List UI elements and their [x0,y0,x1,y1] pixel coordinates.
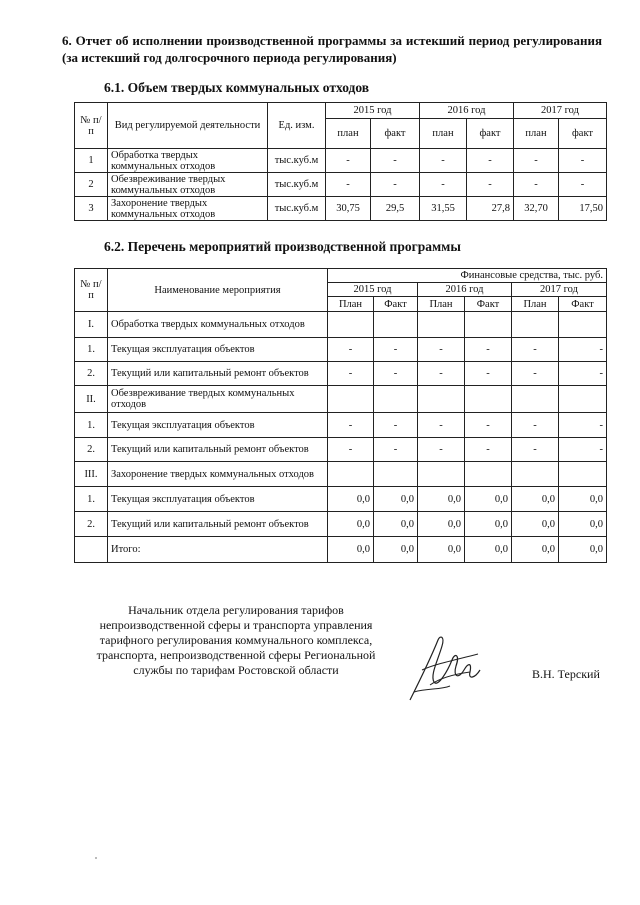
year-header: 2017 год [512,283,607,297]
row-unit: тыс.куб.м [268,149,326,173]
total-row [75,537,607,563]
row-num: III. [75,462,108,487]
cell-value [418,462,465,487]
year-header: 2017 год [514,103,607,119]
cell-value: - [512,362,559,386]
cell-value: 17,50 [559,197,607,221]
scan-speck [95,857,97,859]
cell-value: - [465,438,512,462]
row-activity: Обезвреживание твердых коммунальных отходов [108,173,268,197]
cell-value: 0,0 [328,537,374,563]
cell-value [559,386,607,413]
cell-value: - [465,362,512,386]
cell-value [418,312,465,338]
row-name: Текущая эксплуатация объектов [108,487,328,512]
col-num-header: № п/п [75,269,108,312]
cell-value: - [328,362,374,386]
row-name: Обезвреживание твердых коммунальных отходов [108,386,328,413]
cell-value: - [328,338,374,362]
cell-value: - [418,438,465,462]
row-num: 1. [75,338,108,362]
plan-header: план [514,119,559,149]
cell-value: - [418,413,465,438]
row-unit: тыс.куб.м [268,173,326,197]
cell-value: 0,0 [418,487,465,512]
cell-value [328,462,374,487]
cell-value: - [559,413,607,438]
year-header: 2016 год [418,283,512,297]
cell-value: 0,0 [328,512,374,537]
cell-value: - [559,149,607,173]
cell-value: - [418,362,465,386]
cell-value: 27,8 [467,197,514,221]
row-name: Текущая эксплуатация объектов [108,338,328,362]
row-num [75,537,108,563]
col-activity-header: Вид регулируемой деятельности [108,103,268,149]
row-name: Итого: [108,537,328,563]
year-header: 2015 год [328,283,418,297]
plan-header: план [420,119,467,149]
cell-value: - [512,413,559,438]
plan-header: План [512,297,559,312]
cell-value [559,462,607,487]
cell-value: 0,0 [512,512,559,537]
cell-value [418,386,465,413]
fact-header: факт [467,119,514,149]
col-num-header: № п/п [75,103,108,149]
row-activity: Захоронение твердых коммунальных отходов [108,197,268,221]
cell-value: 0,0 [328,487,374,512]
row-num: I. [75,312,108,338]
cell-value: 29,5 [371,197,420,221]
cell-value: 0,0 [512,537,559,563]
cell-value: 0,0 [559,537,607,563]
cell-value: 0,0 [374,512,418,537]
plan-header: План [418,297,465,312]
row-name: Текущая эксплуатация объектов [108,413,328,438]
section-2-title: 6.2. Перечень мероприятий производственной программы [104,239,461,254]
position-line: Начальник отдела регулирования тарифов [128,603,344,617]
position-line: службы по тарифам Ростовской области [133,663,339,677]
row-num: 1. [75,413,108,438]
cell-value [374,386,418,413]
position-line: транспорта, непроизводственной сферы Региональной [96,648,376,662]
fact-header: Факт [465,297,512,312]
section-1-title: 6.1. Объем твердых коммунальных отходов [104,80,370,95]
cell-value: - [514,173,559,197]
cell-value: 0,0 [418,537,465,563]
cell-value [328,386,374,413]
cell-value: - [420,173,467,197]
cell-value: - [326,149,371,173]
cell-value: - [371,173,420,197]
program-measures-table [74,268,607,563]
cell-value: 0,0 [374,487,418,512]
row-activity: Обработка твердых коммунальных отходов [108,149,268,173]
cell-value: 0,0 [418,512,465,537]
position-line: непроизводственной сферы и транспорта управления [99,618,373,632]
cell-value: - [559,338,607,362]
cell-value: 0,0 [559,512,607,537]
row-num: 1. [75,487,108,512]
year-header: 2015 год [326,103,420,119]
row-name: Обработка твердых коммунальных отходов [108,312,328,338]
report-heading: 6. Отчет об исполнении производственной программы за истекший период регулирования (за истекший год долгосрочного периода регулирования) [62,33,602,65]
table-row [75,338,607,362]
row-num: 2. [75,512,108,537]
cell-value: - [374,413,418,438]
waste-volume-table [74,102,607,221]
cell-value [465,312,512,338]
table-row [75,438,607,462]
plan-header: план [326,119,371,149]
cell-value: - [374,338,418,362]
cell-value: - [559,173,607,197]
cell-value: - [328,413,374,438]
cell-value: - [371,149,420,173]
fact-header: факт [559,119,607,149]
table-row [75,413,607,438]
finance-header: Финансовые средства, тыс. руб. [328,269,607,283]
cell-value [512,312,559,338]
table-row [75,149,607,173]
cell-value: 0,0 [465,512,512,537]
fact-header: Факт [559,297,607,312]
cell-value [374,462,418,487]
cell-value: - [465,338,512,362]
year-header: 2016 год [420,103,514,119]
cell-value: 31,55 [420,197,467,221]
signatory-position [86,603,386,678]
cell-value: 0,0 [465,537,512,563]
table-row [75,512,607,537]
cell-value: - [514,149,559,173]
cell-value: - [467,149,514,173]
row-num: 2. [75,438,108,462]
row-name: Текущий или капитальный ремонт объектов [108,438,328,462]
col-unit-header: Ед. изм. [268,103,326,149]
cell-value: - [467,173,514,197]
cell-value: - [512,438,559,462]
cell-value: - [374,438,418,462]
table-row [75,312,607,338]
position-line: тарифного регулирования коммунального комплекса, [99,633,373,647]
cell-value: 0,0 [559,487,607,512]
signatory-name: В.Н. Терский [532,667,600,681]
row-num: 3 [75,197,108,221]
cell-value [374,312,418,338]
row-num: 2. [75,362,108,386]
row-num: II. [75,386,108,413]
plan-header: План [328,297,374,312]
table-row [75,362,607,386]
cell-value [465,462,512,487]
cell-value [328,312,374,338]
cell-value: 30,75 [326,197,371,221]
row-name: Текущий или капитальный ремонт объектов [108,512,328,537]
cell-value: - [559,362,607,386]
row-num: 2 [75,173,108,197]
fact-header: Факт [374,297,418,312]
cell-value [512,462,559,487]
table-row [75,462,607,487]
cell-value: 0,0 [512,487,559,512]
table-row [75,487,607,512]
cell-value: 0,0 [465,487,512,512]
cell-value: - [374,362,418,386]
cell-value: - [328,438,374,462]
cell-value: - [326,173,371,197]
cell-value [559,312,607,338]
table-row [75,173,607,197]
row-unit: тыс.куб.м [268,197,326,221]
cell-value: - [512,338,559,362]
table-row [75,386,607,413]
cell-value: - [418,338,465,362]
col-name-header: Наименование мероприятия [108,269,328,312]
row-num: 1 [75,149,108,173]
cell-value: - [465,413,512,438]
row-name: Захоронение твердых коммунальных отходов [108,462,328,487]
row-name: Текущий или капитальный ремонт объектов [108,362,328,386]
cell-value: - [420,149,467,173]
cell-value: 0,0 [374,537,418,563]
cell-value: - [559,438,607,462]
cell-value [512,386,559,413]
fact-header: факт [371,119,420,149]
cell-value [465,386,512,413]
cell-value: 32,70 [514,197,559,221]
table-row [75,197,607,221]
handwritten-signature [400,630,495,705]
